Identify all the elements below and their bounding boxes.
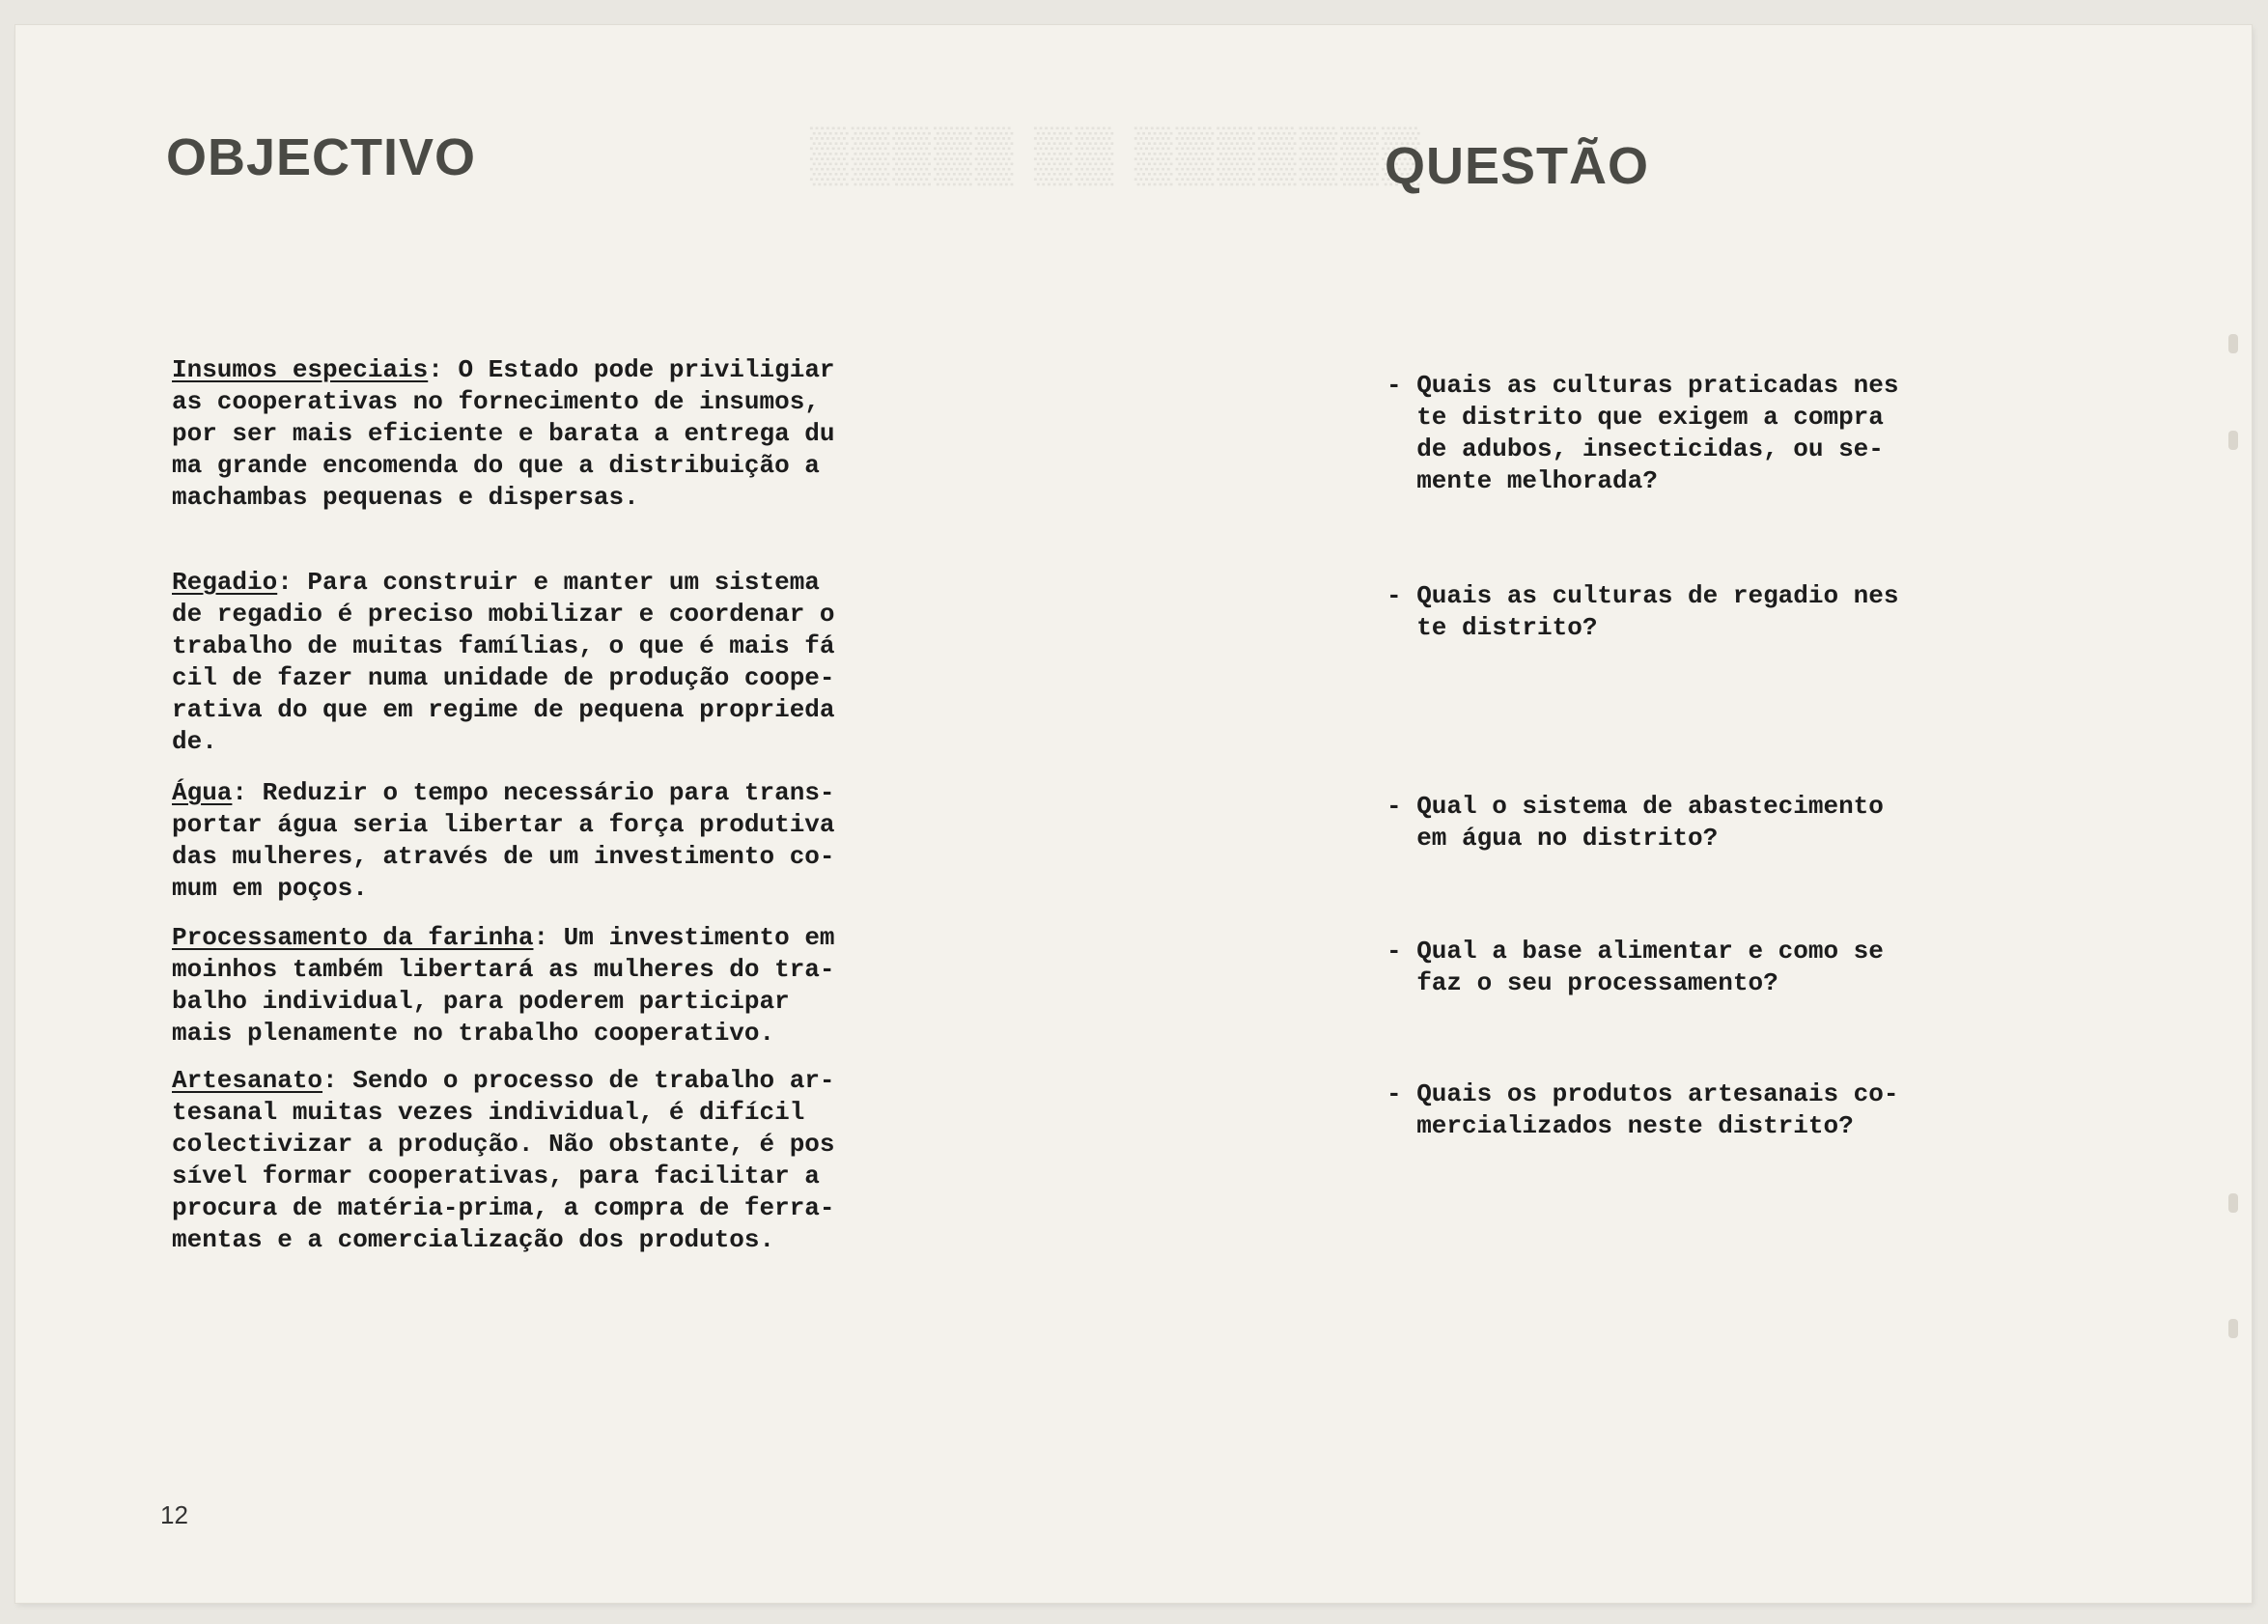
question-line: te distrito? xyxy=(1386,613,1598,642)
objective-term: Processamento da farinha xyxy=(172,923,534,952)
question-line: mercializados neste distrito? xyxy=(1386,1111,1854,1140)
objective-line: mais plenamente no trabalho cooperativo. xyxy=(172,1019,775,1048)
objective-regadio xyxy=(172,535,906,758)
objective-line: moinhos também libertará as mulheres do tra- xyxy=(172,955,835,984)
objective-line: ma grande encomenda do que a distribuição a xyxy=(172,451,820,480)
objective-insumos xyxy=(172,322,906,514)
question-agua xyxy=(1386,759,1985,854)
bleed-through-text: ▒▒▒▒▒▒▒ ▒▒ ▒▒▒▒▒ xyxy=(807,123,1420,183)
punch-mark xyxy=(2228,1193,2238,1213)
punch-mark xyxy=(2228,1319,2238,1338)
question-line: de adubos, insecticidas, ou se- xyxy=(1386,434,1884,463)
punch-mark xyxy=(2228,334,2238,353)
question-line: mente melhorada? xyxy=(1386,466,1658,495)
objective-line: por ser mais eficiente e barata a entrega du xyxy=(172,419,835,448)
objective-line: balho individual, para poderem participar xyxy=(172,987,790,1016)
objective-line: sível formar cooperativas, para facilitar a xyxy=(172,1162,820,1190)
question-line: - Qual a base alimentar e como se xyxy=(1386,937,1884,966)
question-artesanais xyxy=(1386,1047,1985,1142)
question-line: em água no distrito? xyxy=(1386,824,1719,853)
objective-line: : O Estado pode priviligiar xyxy=(428,355,835,384)
objective-artesanato xyxy=(172,1033,906,1256)
objective-agua xyxy=(172,745,906,905)
objective-line: colectivizar a produção. Não obstante, é pos xyxy=(172,1130,835,1159)
question-culturas xyxy=(1386,338,1985,497)
objective-farinha xyxy=(172,890,906,1050)
objective-line: portar água seria libertar a força produtiva xyxy=(172,810,835,839)
punch-mark xyxy=(2228,431,2238,450)
question-line: - Quais as culturas praticadas nes xyxy=(1386,371,1899,400)
objective-line: mum em poços. xyxy=(172,874,368,903)
objective-line: rativa do que em regime de pequena proprieda xyxy=(172,695,835,724)
objective-line: : Sendo o processo de trabalho ar- xyxy=(322,1066,835,1095)
objective-heading: OBJECTIVO xyxy=(166,128,477,186)
objective-line: : Para construir e manter um sistema xyxy=(277,568,820,597)
objective-term: Regadio xyxy=(172,568,278,597)
objective-line: as cooperativas no fornecimento de insumos, xyxy=(172,387,820,416)
objective-term: Artesanato xyxy=(172,1066,323,1095)
objective-line: machambas pequenas e dispersas. xyxy=(172,483,639,512)
objective-line: tesanal muitas vezes individual, é difícil xyxy=(172,1098,805,1127)
objective-line: das mulheres, através de um investimento co- xyxy=(172,842,835,871)
objective-line: procura de matéria-prima, a compra de ferra- xyxy=(172,1193,835,1222)
document-page xyxy=(15,25,2252,1603)
question-alimentar xyxy=(1386,904,1985,999)
page-number: 12 xyxy=(160,1500,188,1529)
objective-line: de regadio é preciso mobilizar e coordenar o xyxy=(172,600,835,629)
objective-line: mentas e a comercialização dos produtos. xyxy=(172,1225,775,1254)
question-heading: QUESTÃO xyxy=(1385,137,1650,195)
objective-line: : Um investimento em xyxy=(533,923,835,952)
objective-term: Insumos especiais xyxy=(172,355,429,384)
objective-line: cil de fazer numa unidade de produção coope- xyxy=(172,663,835,692)
objective-line: : Reduzir o tempo necessário para trans- xyxy=(232,778,835,807)
objective-term: Água xyxy=(172,778,233,807)
question-line: faz o seu processamento? xyxy=(1386,968,1778,997)
objective-line: trabalho de muitas famílias, o que é mais fá xyxy=(172,631,835,660)
question-line: - Quais as culturas de regadio nes xyxy=(1386,581,1899,610)
question-line: - Quais os produtos artesanais co- xyxy=(1386,1079,1899,1108)
question-regadio xyxy=(1386,548,1985,644)
question-line: - Qual o sistema de abastecimento xyxy=(1386,792,1884,821)
question-line: te distrito que exigem a compra xyxy=(1386,403,1884,432)
objective-line: de. xyxy=(172,727,217,756)
